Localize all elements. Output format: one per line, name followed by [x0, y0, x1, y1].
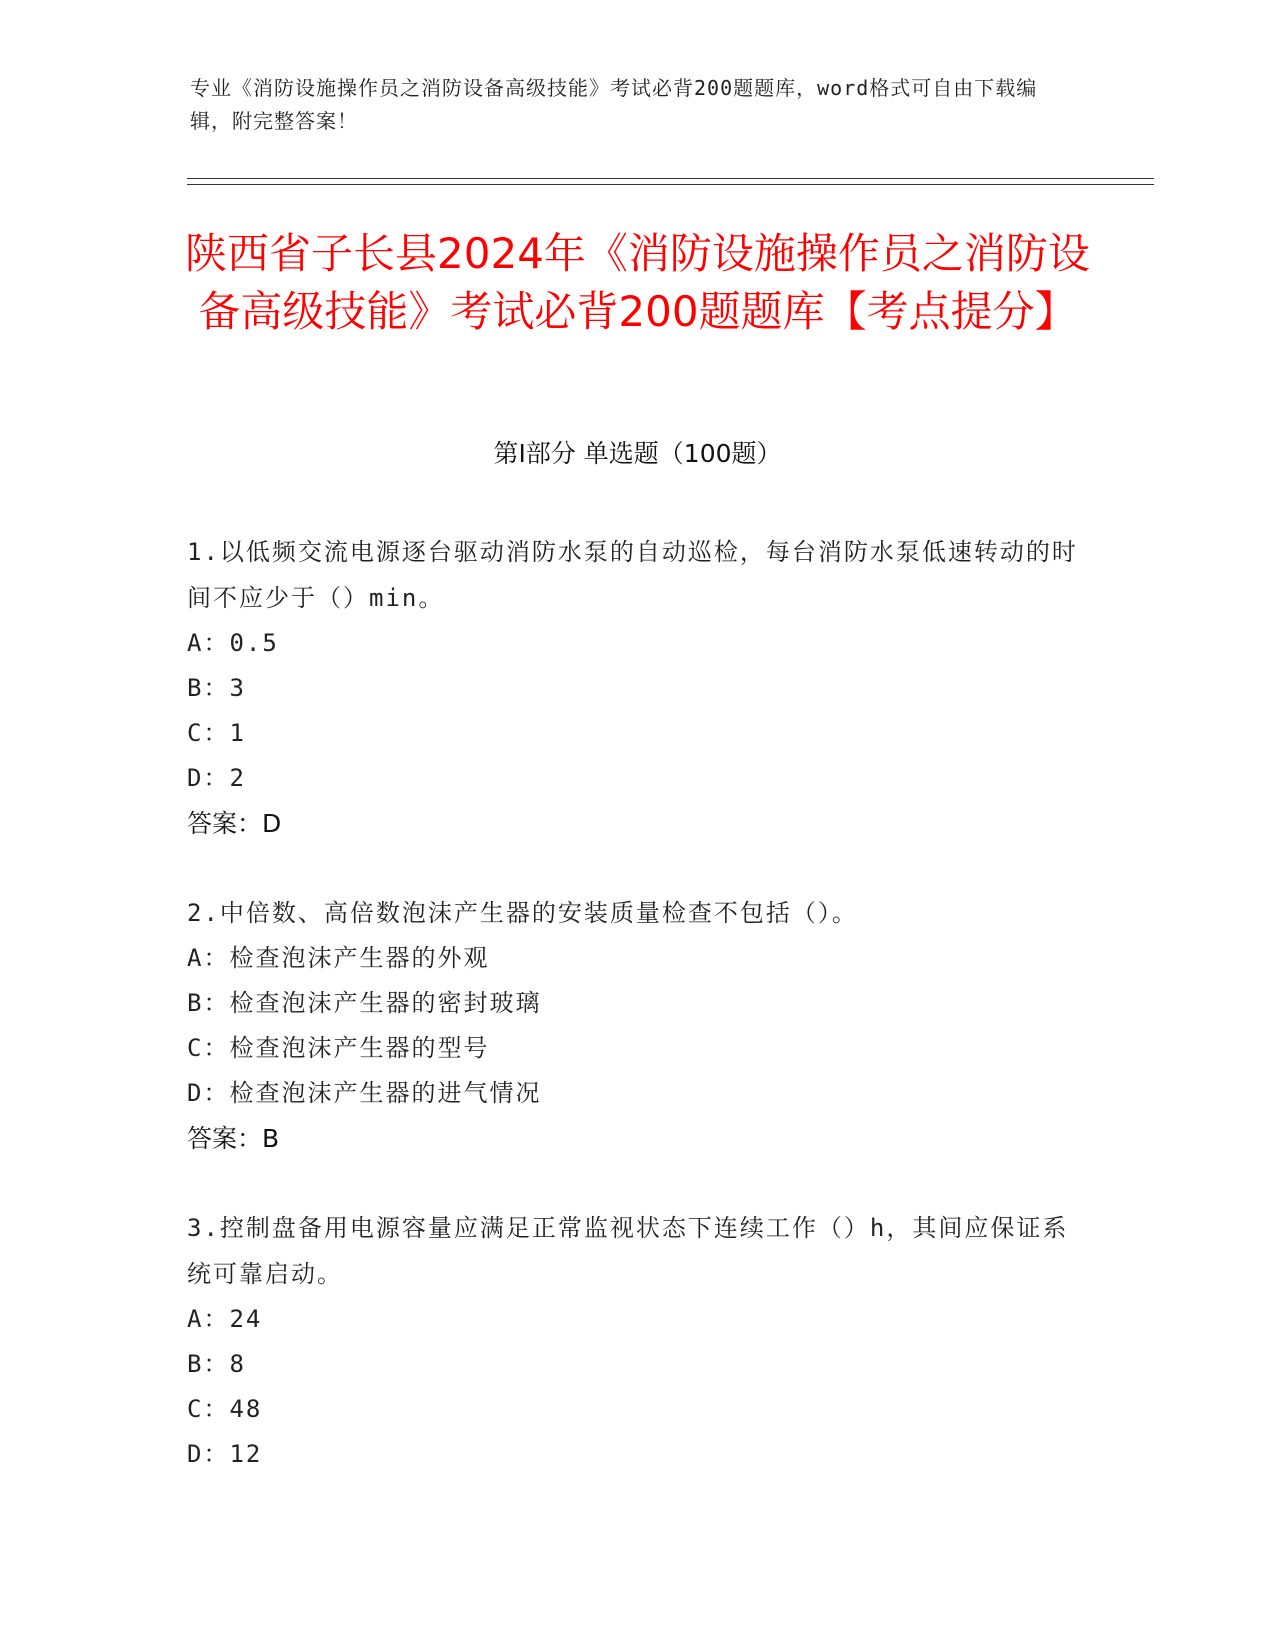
question-1 [187, 529, 1087, 847]
option-d: D：12 [187, 1440, 263, 1468]
answer: 答案：D [187, 809, 282, 838]
question-text: 3.控制盘备用电源容量应满足正常监视状态下连续工作（）h，其间应保证系统可靠启动。 [187, 1214, 1069, 1288]
option-b: B：3 [187, 674, 246, 702]
question-3 [187, 1205, 1087, 1477]
option-a: A：24 [187, 1305, 263, 1333]
option-c: C：1 [187, 719, 246, 747]
header-rule-bottom [187, 184, 1154, 185]
option-c: C：检查泡沫产生器的型号 [187, 1034, 490, 1062]
option-b: B：检查泡沫产生器的密封玻璃 [187, 989, 542, 1017]
option-d: D：2 [187, 764, 246, 792]
answer: 答案：B [187, 1124, 280, 1153]
question-2 [187, 890, 1087, 1162]
option-a: A：0.5 [187, 629, 279, 657]
document-title: 陕西省子长县2024年《消防设施操作员之消防设备高级技能》考试必背200题题库【考点提分】 [185, 229, 1090, 336]
question-list [187, 529, 1087, 1477]
section-heading: 第Ⅰ部分 单选题（100题） [493, 439, 782, 468]
header-note: 专业《消防设施操作员之消防设备高级技能》考试必背200题题库，word格式可自由下载编辑，附完整答案！ [190, 76, 1038, 133]
option-c: C：48 [187, 1395, 263, 1423]
option-a: A：检查泡沫产生器的外观 [187, 944, 490, 972]
option-d: D：检查泡沫产生器的进气情况 [187, 1079, 542, 1107]
header-rule-top [187, 178, 1154, 179]
option-b: B：8 [187, 1350, 246, 1378]
question-text: 1.以低频交流电源逐台驱动消防水泵的自动巡检，每台消防水泵低速转动的时间不应少于（）min。 [187, 538, 1078, 612]
question-text: 2.中倍数、高倍数泡沫产生器的安装质量检查不包括（）。 [187, 899, 858, 927]
